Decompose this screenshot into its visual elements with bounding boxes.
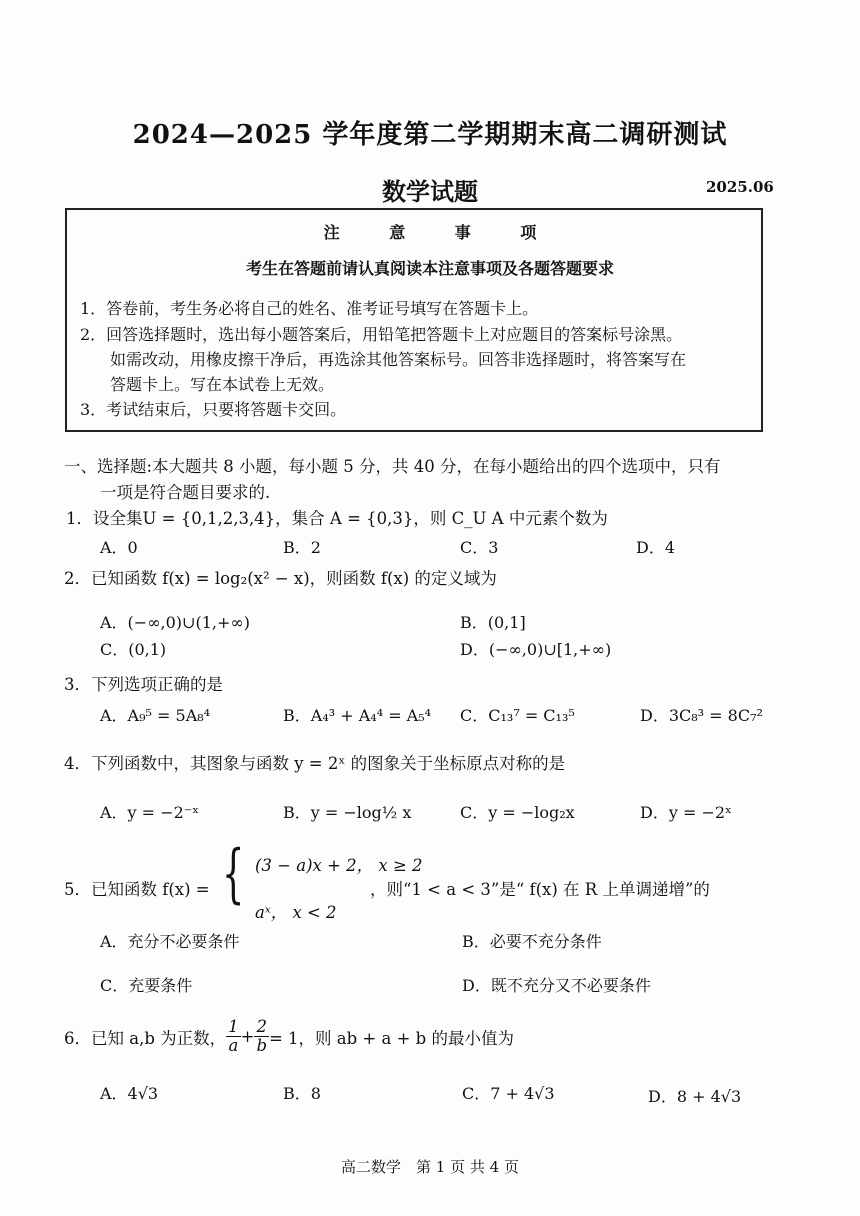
question-5-option-a: A．充分不必要条件 xyxy=(100,932,240,951)
question-4-option-c: C．y = −log₂x xyxy=(460,803,575,822)
notice-item: 答题卡上。写在本试卷上无效。 xyxy=(110,375,335,394)
question-1-option-b: B．2 xyxy=(283,538,321,557)
fraction-2-over-b xyxy=(254,1018,269,1055)
question-6-option-c: C．7 + 4√3 xyxy=(462,1084,555,1103)
question-1-option-d: D．4 xyxy=(636,538,676,557)
section-heading: 一、选择题:本大题共 8 小题，每小题 5 分，共 40 分，在每小题给出的四个选项中，只有 xyxy=(64,457,721,476)
question-6-stem xyxy=(64,1018,514,1055)
notice-item: 1．答卷前，考生务必将自己的姓名、准考证号填写在答题卡上。 xyxy=(80,299,539,318)
question-3-stem: 3．下列选项正确的是 xyxy=(64,675,223,694)
question-1-option-c: C．3 xyxy=(460,538,499,557)
notice-item: 2．回答选择题时，选出每小题答案后，用铅笔把答题卡上对应题目的答案标号涂黑。 xyxy=(80,325,683,344)
piecewise-brace: { xyxy=(222,837,245,911)
section-heading: 一项是符合题目要求的. xyxy=(100,483,271,502)
exam-date: 2025.06 xyxy=(706,178,774,196)
fraction-denominator: a xyxy=(228,1036,239,1055)
notice-item: 3．考试结束后，只要将答题卡交回。 xyxy=(80,400,347,419)
question-5-option-d: D．既不充分又不必要条件 xyxy=(462,976,651,995)
question-5-stem: 5．已知函数 f(x) = xyxy=(64,880,210,899)
question-5-option-c: C．充要条件 xyxy=(100,976,193,995)
notice-heading: 注 意 事 项 xyxy=(323,223,559,242)
question-4-option-d: D．y = −2ˣ xyxy=(640,803,732,822)
question-5-case-2: aˣ， x < 2 xyxy=(255,903,337,922)
question-6-stem-post: = 1，则 ab + a + b 的最小值为 xyxy=(268,1028,514,1048)
notice-item: 如需改动，用橡皮擦干净后，再选涂其他答案标号。回答非选择题时，将答案写在 xyxy=(110,350,687,369)
fraction-denominator: b xyxy=(256,1036,267,1055)
question-3-option-b: B．A₄³ + A₄⁴ = A₅⁴ xyxy=(283,706,432,725)
question-3-option-c: C．C₁₃⁷ = C₁₃⁵ xyxy=(460,706,575,725)
question-2-option-d: D．(−∞,0)∪[1,+∞) xyxy=(460,640,612,659)
exam-subtitle: 数学试题 xyxy=(382,177,478,206)
question-5-option-b: B．必要不充分条件 xyxy=(462,932,602,951)
question-2-option-a: A．(−∞,0)∪(1,+∞) xyxy=(100,613,250,632)
question-6-option-a: A．4√3 xyxy=(100,1084,159,1103)
question-5-stem-tail: ，则“1 < a < 3”是“ f(x) 在 R 上单调递增”的 xyxy=(370,880,710,899)
question-4-option-b: B．y = −log½ x xyxy=(283,803,412,822)
fraction-numerator: 2 xyxy=(256,1017,267,1036)
question-6-stem-pre: 6．已知 a,b 为正数， xyxy=(64,1028,227,1048)
question-3-option-a: A．A₉⁵ = 5A₈⁴ xyxy=(100,706,211,725)
notice-subheading: 考生在答题前请认真阅读本注意事项及各题答题要求 xyxy=(245,259,614,278)
fraction-numerator: 1 xyxy=(228,1017,239,1036)
page-footer: 高二数学 第 1 页 共 4 页 xyxy=(341,1158,519,1176)
fraction-1-over-a xyxy=(226,1018,241,1055)
question-5-case-1: (3 − a)x + 2， x ≥ 2 xyxy=(255,856,423,875)
question-4-option-a: A．y = −2⁻ˣ xyxy=(100,803,199,822)
question-4-stem: 4．下列函数中，其图象与函数 y = 2ˣ 的图象关于坐标原点对称的是 xyxy=(64,754,566,773)
question-3-option-d: D．3C₈³ = 8C₇² xyxy=(640,706,763,725)
question-6-option-b: B．8 xyxy=(283,1084,321,1103)
exam-title: 2024—2025 学年度第二学期期末高二调研测试 xyxy=(132,120,728,150)
plus-sign: + xyxy=(240,1027,255,1046)
question-6-option-d: D．8 + 4√3 xyxy=(648,1087,742,1106)
question-2-stem: 2．已知函数 f(x) = log₂(x² − x)，则函数 f(x) 的定义域为 xyxy=(64,569,497,588)
question-2-option-b: B．(0,1] xyxy=(460,613,526,632)
question-2-option-c: C．(0,1) xyxy=(100,640,167,659)
question-1-option-a: A．0 xyxy=(100,538,138,557)
question-1-stem: 1．设全集U = {0,1,2,3,4}，集合 A = {0,3}，则 C_U A 中元素个数为 xyxy=(66,509,608,528)
